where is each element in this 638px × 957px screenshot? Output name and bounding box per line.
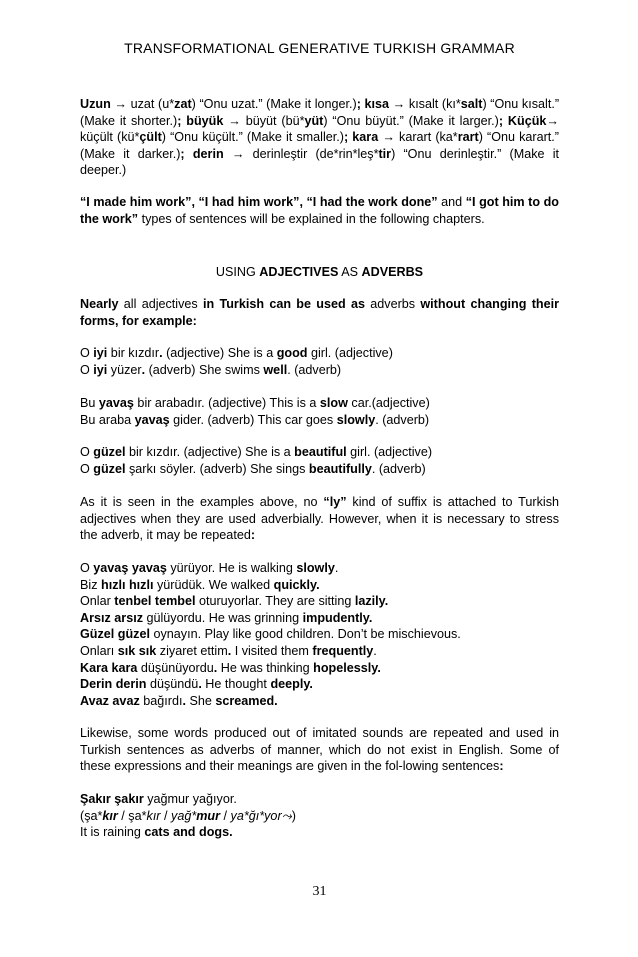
text-run: sık sık bbox=[117, 643, 157, 658]
text-run: He thought bbox=[201, 677, 271, 692]
text-run: . bbox=[227, 643, 232, 658]
text-run: O bbox=[80, 561, 94, 575]
text-run: Arsız arsız bbox=[80, 610, 143, 625]
text-run: “I got him to do the work” bbox=[80, 195, 560, 226]
text-run: He was thinking bbox=[217, 660, 314, 675]
text-run: O bbox=[80, 346, 94, 360]
text-run: beautifully bbox=[308, 461, 372, 476]
text-run: kara bbox=[352, 130, 379, 145]
text-run: → küçült (kü* bbox=[80, 113, 560, 145]
text-run: types of sentences will be explained in the following chapters. bbox=[138, 211, 485, 226]
text-run: zat bbox=[174, 97, 192, 111]
text-run: → kısalt (kı* bbox=[389, 97, 461, 111]
example-group-sakir bbox=[80, 791, 559, 841]
text-run: kır bbox=[146, 808, 161, 823]
text-run: . (adverb) bbox=[375, 412, 430, 427]
example-line bbox=[80, 560, 559, 577]
text-run: → derinleştir (de*rin*leş* bbox=[223, 146, 379, 161]
text-run: without changing their forms, for example: bbox=[80, 297, 559, 328]
example-line bbox=[80, 395, 559, 412]
text-run: in Turkish can be used as bbox=[203, 297, 365, 311]
text-run: beautiful bbox=[294, 445, 347, 459]
text-run: ; bbox=[180, 146, 185, 161]
text-run bbox=[185, 147, 193, 161]
text-run: . bbox=[141, 362, 146, 377]
text-run: . bbox=[334, 561, 339, 575]
text-run: büyük bbox=[186, 113, 224, 128]
example-line bbox=[80, 791, 559, 808]
text-run: salt bbox=[460, 97, 483, 111]
example-group-guzel bbox=[80, 444, 559, 477]
text-run: car.(adjective) bbox=[347, 396, 430, 410]
text-run: derin bbox=[192, 146, 224, 161]
example-line bbox=[80, 808, 559, 825]
example-line bbox=[80, 362, 559, 379]
text-run: yağmur yağıyor. bbox=[143, 792, 237, 806]
text-run: şarkı söyler. (adverb) She sings bbox=[125, 461, 309, 476]
section-heading bbox=[80, 264, 559, 281]
text-run: yavaş bbox=[98, 396, 134, 410]
text-run: slow bbox=[319, 396, 348, 410]
text-run: Kara kara bbox=[80, 660, 138, 675]
example-group-repeated bbox=[80, 560, 559, 709]
text-run: lazily. bbox=[354, 594, 389, 609]
text-run: güzel bbox=[93, 445, 126, 459]
text-run: / şa* bbox=[117, 808, 147, 823]
text-run: ; bbox=[356, 97, 361, 111]
text-run: Biz bbox=[80, 577, 101, 592]
text-run: çült bbox=[139, 130, 162, 145]
paragraph-repetition bbox=[80, 494, 559, 544]
text-run: quickly. bbox=[273, 577, 320, 592]
example-line bbox=[80, 345, 559, 362]
text-run: (adjective) She is a bbox=[162, 346, 277, 360]
text-run: . bbox=[213, 660, 218, 675]
text-run: yürüyor. He is walking bbox=[166, 561, 297, 575]
example-group-yavas bbox=[80, 395, 559, 428]
text-run: ya*ğı*yor bbox=[230, 808, 282, 823]
text-run: oturuyorlar. They are sitting bbox=[195, 594, 355, 609]
text-run: slowly bbox=[296, 561, 335, 575]
text-run: As it is seen in the examples above, no bbox=[80, 495, 324, 509]
text-run: oynayın. Play like good children. Don’t be mischievous. bbox=[149, 627, 461, 642]
text-run: cats and dogs. bbox=[144, 825, 233, 840]
text-run: Likewise, some words produced out of imitated sounds are repeated and used in Turkish sentences as adverbs of manner, which do not exist in English. Some of these expressions and their meanings are given in the fol-lowing sentences bbox=[80, 726, 559, 774]
text-run: She bbox=[185, 693, 216, 708]
text-run: iyi bbox=[93, 362, 108, 377]
text-run: → büyüt (bü* bbox=[223, 113, 305, 128]
text-run: ) “Onu küçült.” (Make it smaller.) bbox=[161, 130, 344, 145]
text-run: Nearly bbox=[80, 297, 119, 311]
text-run: . (adverb) bbox=[287, 362, 342, 377]
text-run: O bbox=[80, 362, 94, 377]
text-run: ; Küçük bbox=[498, 113, 547, 128]
text-run: ) “Onu derinleştir.” (Make it deeper.) bbox=[80, 146, 560, 178]
text-run: adverbs bbox=[365, 297, 421, 311]
text-run: Şakır şakır bbox=[80, 792, 144, 806]
text-run: slowly bbox=[336, 412, 376, 427]
text-run: kısa bbox=[364, 97, 390, 111]
example-line bbox=[80, 412, 559, 429]
text-run: It is raining bbox=[80, 825, 145, 840]
text-run: güzel bbox=[93, 461, 126, 476]
text-run: tenbel tembel bbox=[114, 594, 196, 609]
text-run: ) “Onu karart.” (Make it darker.) bbox=[80, 130, 560, 161]
text-run: ADVERBS bbox=[361, 265, 424, 279]
text-run: ) “Onu büyüt.” (Make it larger.) bbox=[323, 113, 499, 128]
text-run: . bbox=[182, 693, 186, 708]
text-run: hopelessly. bbox=[313, 660, 381, 675]
text-run: ; bbox=[343, 130, 349, 145]
running-header: TRANSFORMATIONAL GENERATIVE TURKISH GRAMMAR bbox=[124, 40, 515, 56]
text-run: gülüyordu. He was grinning bbox=[143, 610, 303, 625]
text-run: good bbox=[276, 346, 308, 360]
page-number: 31 bbox=[312, 884, 327, 899]
text-run: frequently bbox=[312, 643, 374, 658]
text-run: bir kızdır bbox=[107, 346, 160, 360]
text-run: bir kızdır. (adjective) She is a bbox=[125, 445, 295, 459]
text-run: well bbox=[263, 362, 288, 377]
example-group-iyi bbox=[80, 345, 559, 378]
text-run: and bbox=[437, 195, 466, 209]
text-run: deeply. bbox=[270, 677, 313, 692]
text-run: rart bbox=[457, 130, 479, 145]
text-run: ) “Onu uzat.” (Make it longer.) bbox=[191, 97, 357, 111]
text-run: iyi bbox=[93, 346, 108, 360]
example-line bbox=[80, 676, 559, 693]
paragraph-causative-note bbox=[80, 194, 559, 227]
text-run: ADJECTIVES bbox=[259, 265, 339, 279]
text-run: : bbox=[250, 528, 256, 543]
text-run: → karart (ka* bbox=[378, 130, 458, 145]
text-run: Onlar bbox=[80, 594, 115, 609]
text-run: Uzun bbox=[80, 97, 111, 111]
example-line bbox=[80, 461, 559, 478]
text-run: yavaş yavaş bbox=[93, 561, 167, 575]
text-run: screamed. bbox=[215, 693, 278, 708]
text-run: hızlı hızlı bbox=[101, 577, 154, 592]
paragraph-imitated-sounds bbox=[80, 725, 559, 775]
paragraph-verb-examples bbox=[80, 96, 559, 179]
text-run: Avaz avaz bbox=[80, 693, 140, 708]
text-run: ⤳ bbox=[281, 808, 292, 823]
text-run: all adjectives bbox=[118, 297, 203, 311]
text-run: tir bbox=[378, 146, 392, 161]
text-run: yürüdük. We walked bbox=[153, 577, 274, 592]
text-run: : bbox=[499, 759, 504, 774]
text-run: Bu bbox=[80, 396, 99, 410]
example-line bbox=[80, 610, 559, 627]
text-run: . (adverb) bbox=[371, 461, 426, 476]
text-run: . bbox=[198, 677, 202, 692]
text-run: USING bbox=[215, 265, 260, 279]
text-run: O bbox=[80, 461, 94, 476]
text-run: “I made him work”, “I had him work”, “I had the work done” bbox=[80, 195, 438, 209]
text-run: Derin derin bbox=[80, 677, 147, 692]
text-run: O bbox=[80, 445, 94, 459]
text-run: / bbox=[160, 808, 172, 823]
example-line bbox=[80, 693, 559, 710]
text-run: (şa* bbox=[80, 808, 103, 823]
text-run: ) bbox=[291, 808, 296, 823]
text-run: kind of suffix is attached to Turkish adjectives when they are used adverbially. However, when it is necessary to stress the adverb, it may be repeated bbox=[80, 495, 559, 543]
text-run: ) “Onu kısalt.” (Make it shorter.) bbox=[80, 97, 560, 128]
text-run: → uzat (u* bbox=[110, 97, 175, 111]
example-line bbox=[80, 593, 559, 610]
text-run: kır bbox=[102, 808, 118, 823]
text-run: yavaş bbox=[134, 412, 170, 427]
example-line bbox=[80, 577, 559, 594]
text-run: mur bbox=[196, 808, 221, 823]
text-run: bağırdı bbox=[139, 693, 183, 708]
text-run: ziyaret ettim bbox=[156, 643, 228, 658]
text-run: (adverb) She swims bbox=[145, 362, 264, 377]
text-run: I visited them bbox=[231, 643, 313, 658]
example-line bbox=[80, 824, 559, 841]
text-run: düşünüyordu bbox=[137, 660, 214, 675]
text-run: girl. (adjective) bbox=[346, 445, 433, 459]
text-run: Bu araba bbox=[80, 412, 135, 427]
example-line bbox=[80, 643, 559, 660]
text-run: yüzer bbox=[107, 362, 142, 377]
example-line bbox=[80, 660, 559, 677]
text-run: . bbox=[159, 346, 163, 360]
text-run: ; bbox=[177, 113, 182, 128]
text-run: impudently. bbox=[302, 610, 373, 625]
text-run: gider. (adverb) This car goes bbox=[169, 412, 337, 427]
text-run: . bbox=[373, 643, 377, 658]
text-run: AS bbox=[338, 265, 362, 279]
text-run: Güzel güzel bbox=[80, 627, 150, 642]
text-run: yağ* bbox=[171, 808, 197, 823]
text-run: girl. (adjective) bbox=[307, 346, 393, 360]
example-line bbox=[80, 444, 559, 461]
text-run: bir arabadır. (adjective) This is a bbox=[133, 396, 320, 410]
text-run: “ly” bbox=[323, 495, 347, 509]
text-run: Onları bbox=[80, 643, 118, 658]
text-run: / bbox=[220, 808, 231, 823]
example-line bbox=[80, 626, 559, 643]
text-run: düşündü bbox=[146, 677, 199, 692]
paragraph-intro bbox=[80, 296, 559, 329]
text-run: yüt bbox=[304, 113, 324, 128]
